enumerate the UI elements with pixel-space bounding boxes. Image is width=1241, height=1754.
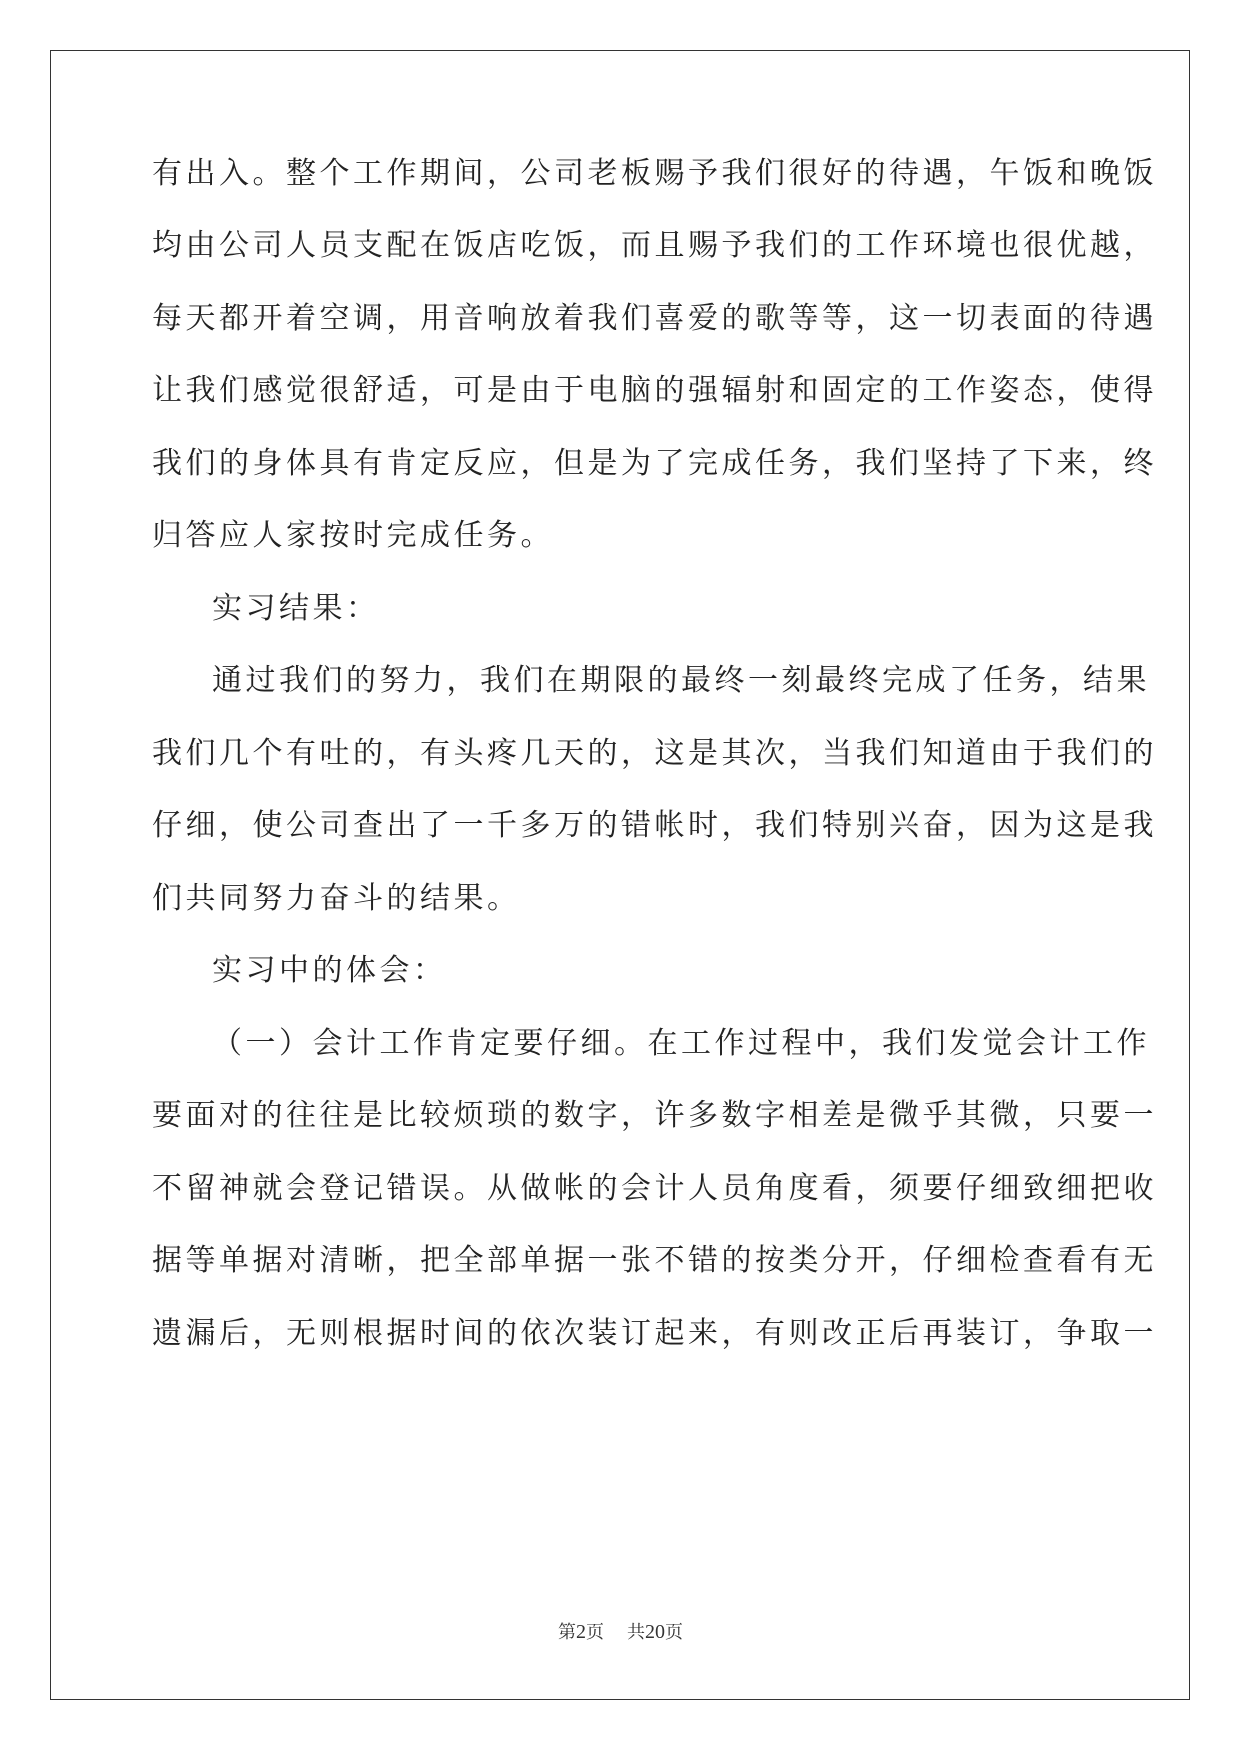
footer-total-suffix: 页: [664, 1622, 683, 1643]
paragraph-line: 让我们感觉很舒适，可是由于电脑的强辐射和固定的工作姿态，使得: [152, 373, 1157, 408]
paragraph-line: 每天都开着空调，用音响放着我们喜爱的歌等等，这一切表面的待遇: [152, 301, 1157, 336]
paragraph-line: 均由公司人员支配在饭店吃饭，而且赐予我们的工作环境也很优越，: [152, 228, 1157, 263]
paragraph-line: （一）会计工作肯定要仔细。在工作过程中，我们发觉会计工作: [212, 1026, 1150, 1061]
page-footer: [0, 1618, 1241, 1644]
paragraph-line: 归答应人家按时完成任务。: [152, 518, 554, 553]
paragraph-line: 通过我们的努力，我们在期限的最终一刻最终完成了任务，结果: [212, 663, 1150, 698]
footer-prefix: 第: [558, 1622, 577, 1643]
paragraph-line: 据等单据对清晰，把全部单据一张不错的按类分开，仔细检查看有无: [152, 1243, 1157, 1278]
footer-page-number: 2: [576, 1621, 587, 1643]
footer-total-prefix: 共: [626, 1622, 645, 1643]
footer-total-pages: 20: [644, 1621, 665, 1643]
paragraph-line: 不留神就会登记错误。从做帐的会计人员角度看，须要仔细致细把收: [152, 1171, 1157, 1206]
paragraph-line: 们共同努力奋斗的结果。: [152, 881, 521, 916]
section-heading: 实习结果：: [212, 591, 380, 626]
paragraph-line: 要面对的往往是比较烦琐的数字，许多数字相差是微乎其微，只要一: [152, 1098, 1157, 1133]
footer-page-suffix: 页: [586, 1622, 605, 1643]
section-heading: 实习中的体会：: [212, 953, 447, 988]
paragraph-line: 有出入。整个工作期间，公司老板赐予我们很好的待遇，午饭和晚饭: [152, 156, 1157, 191]
paragraph-line: 我们的身体具有肯定反应，但是为了完成任务，我们坚持了下来，终: [152, 446, 1157, 481]
paragraph-line: 我们几个有吐的，有头疼几天的，这是其次，当我们知道由于我们的: [152, 736, 1157, 771]
paragraph-line: 仔细，使公司查出了一千多万的错帐时，我们特别兴奋，因为这是我: [152, 808, 1157, 843]
paragraph-line: 遗漏后，无则根据时间的依次装订起来，有则改正后再装订，争取一: [152, 1316, 1157, 1351]
